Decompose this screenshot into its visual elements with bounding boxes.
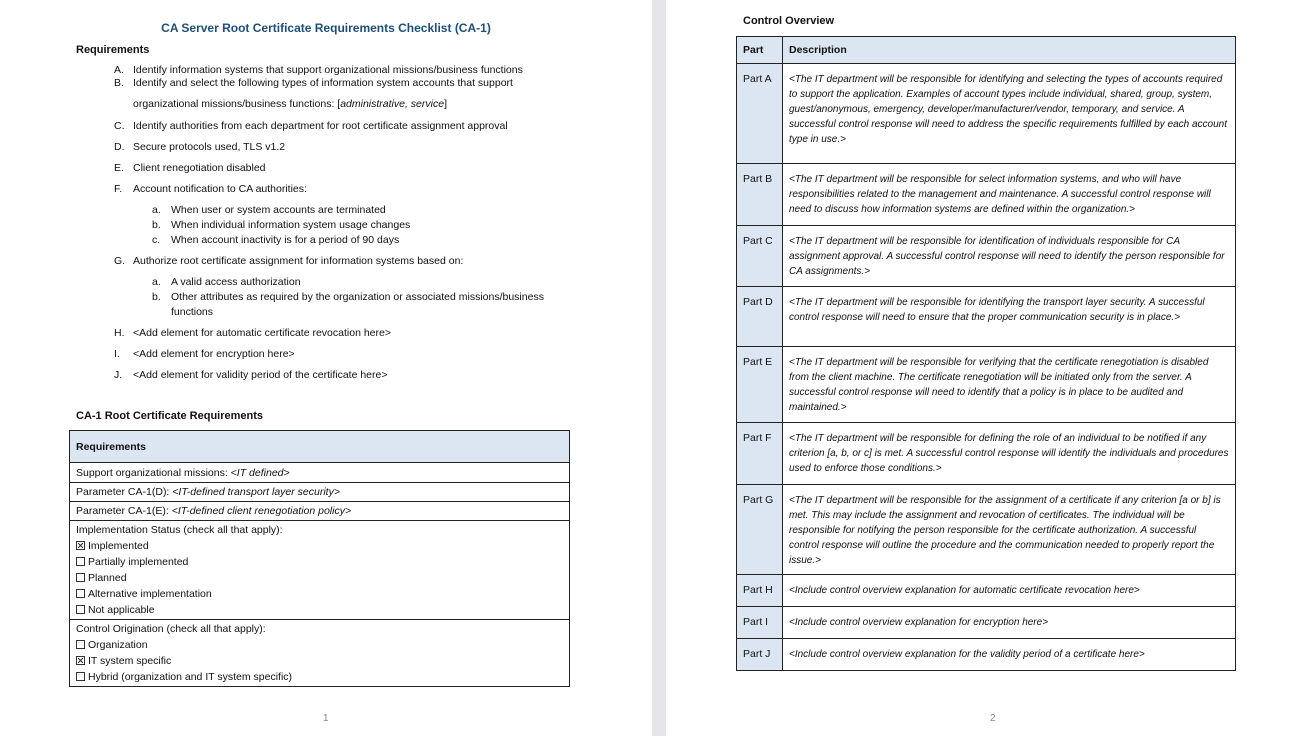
table-row [737, 164, 1236, 226]
list-item-letter: J. [114, 369, 123, 381]
checkbox-label: Organization [88, 639, 148, 651]
table-row [737, 64, 1236, 164]
part-description: <The IT department will be responsible for select information systems, and who will have responsibilities related to the management and maintenance. A successful control response will need to discuss how information systems are defined within the organization.> [783, 164, 1236, 226]
part-label: Part H [737, 575, 783, 607]
column-header-description: Description [783, 37, 1236, 64]
table-row [737, 575, 1236, 607]
table-row [737, 423, 1236, 485]
page-number: 1 [323, 713, 329, 724]
list-item-letter: A. [114, 64, 124, 76]
table-row [70, 502, 570, 521]
part-description: <Include control overview explanation for automatic certificate revocation here> [783, 575, 1236, 607]
table-row [70, 483, 570, 502]
column-header-part: Part [737, 37, 783, 64]
list-item-text: Identify information systems that support organizational missions/business functions [133, 64, 523, 76]
checkbox[interactable] [76, 541, 85, 550]
list-item-text: Identify authorities from each department for root certificate assignment approval [133, 120, 508, 132]
checkbox-option [76, 637, 563, 653]
control-origination-label: Control Origination (check all that apply): [76, 623, 266, 635]
list-item-letter: I. [114, 348, 120, 360]
checkbox-label: Hybrid (organization and IT system specific) [88, 671, 293, 683]
checkbox-label: Planned [88, 572, 127, 584]
sub-item-text: Other attributes as required by the organization or associated missions/business [171, 291, 544, 303]
part-label: Part I [737, 607, 783, 639]
checkbox-option [76, 669, 563, 685]
list-item-text: Account notification to CA authorities: [133, 183, 307, 195]
list-item-text: Secure protocols used, TLS v1.2 [133, 141, 286, 153]
sub-item-text: When individual information system usage changes [171, 219, 411, 231]
part-label: Part A [737, 64, 783, 164]
list-item-letter: C. [114, 120, 125, 132]
sub-item-letter: b. [152, 291, 161, 303]
requirements-table [69, 430, 570, 687]
text: organizational missions/business functions: [ [133, 98, 341, 110]
list-item-letter: H. [114, 327, 125, 339]
checkbox[interactable] [76, 672, 85, 681]
part-label: Part B [737, 164, 783, 226]
checkbox[interactable] [76, 656, 85, 665]
list-item-letter: G. [114, 255, 126, 267]
checkbox-label: Partially implemented [88, 556, 189, 568]
table-row [70, 463, 570, 483]
part-label: Part J [737, 639, 783, 671]
table-row [737, 287, 1236, 347]
table-row [737, 347, 1236, 423]
requirements-table-header: Requirements [70, 431, 570, 463]
list-item-text: <Add element for encryption here> [133, 348, 295, 360]
part-label: Part D [737, 287, 783, 347]
sub-item-text: A valid access authorization [171, 276, 301, 288]
row-label: Parameter CA-1(E): [76, 505, 172, 517]
table-heading: CA-1 Root Certificate Requirements [76, 410, 264, 422]
part-label: Part F [737, 423, 783, 485]
row-value: <IT-defined transport layer security> [172, 486, 340, 498]
list-item-text: Authorize root certificate assignment for information systems based on: [133, 255, 464, 267]
checkbox-option [76, 653, 563, 669]
table-row [737, 485, 1236, 575]
sub-item-text: When user or system accounts are terminated [171, 204, 386, 216]
sub-item-text: When account inactivity is for a period of 90 days [171, 234, 400, 246]
sub-item-letter: a. [152, 204, 161, 216]
part-label: Part C [737, 226, 783, 287]
sub-item-letter: b. [152, 219, 161, 231]
part-description: <Include control overview explanation for encryption here> [783, 607, 1236, 639]
part-label: Part G [737, 485, 783, 575]
part-description: <The IT department will be responsible for identifying the transport layer security. A successful control response will need to ensure that the proper communication security is in place.> [783, 287, 1236, 347]
requirements-heading: Requirements [76, 44, 150, 56]
implementation-status-cell [70, 521, 570, 620]
row-label: Support organizational missions: [76, 466, 231, 479]
list-item-letter: D. [114, 141, 125, 153]
table-row [737, 607, 1236, 639]
list-item-text: Identify and select the following types of information system accounts that support [133, 77, 513, 89]
part-description: <Include control overview explanation for the validity period of a certificate here> [783, 639, 1236, 671]
checkbox[interactable] [76, 605, 85, 614]
part-description: <The IT department will be responsible for verifying that the certificate renegotiation is disabled from the client machine. The certificate renegotiation will be initiated only from the server. A successful control response will need to identify that a policy is in place to be audited and maintained.> [783, 347, 1236, 423]
italic-text: administrative, service [340, 98, 445, 110]
checkbox-label: Implemented [88, 540, 149, 552]
checkbox-option [76, 538, 563, 554]
checkbox-option [76, 586, 563, 602]
table-row [737, 639, 1236, 671]
checkbox-label: Alternative implementation [88, 588, 212, 600]
checkbox[interactable] [76, 589, 85, 598]
text: ] [444, 98, 447, 110]
sub-item-letter: c. [152, 234, 161, 246]
list-item-letter: B. [114, 77, 124, 89]
control-overview-heading: Control Overview [743, 15, 835, 27]
checkbox[interactable] [76, 557, 85, 566]
control-overview-table [736, 36, 1236, 671]
row-value: <IT-defined client renegotiation policy> [171, 505, 352, 517]
part-description: <The IT department will be responsible for identifying and selecting the types of accounts required to support the application. Examples of account types include individual, shared, group, system, guest/anonymous, emergency, developer/manufacturer/vendor, temporary, and service. A successful control response will need to address the specific requirements fulfilled by each account type in use.> [783, 64, 1236, 164]
checkbox-label: Not applicable [88, 604, 155, 616]
list-item-text-continued [133, 98, 447, 110]
document-title: CA Server Root Certificate Requirements Checklist (CA-1) [161, 21, 491, 35]
list-item-text: Client renegotiation disabled [133, 162, 266, 174]
list-item-text: <Add element for automatic certificate revocation here> [133, 327, 391, 339]
checkbox[interactable] [76, 573, 85, 582]
implementation-status-label: Implementation Status (check all that apply): [76, 524, 283, 536]
sub-item-letter: a. [152, 276, 161, 288]
part-label: Part E [737, 347, 783, 423]
list-item-letter: F. [114, 183, 123, 195]
checkbox-label: IT system specific [88, 655, 172, 667]
row-value: <IT defined> [230, 466, 290, 479]
row-label: Parameter CA-1(D): [76, 486, 173, 498]
checkbox-option [76, 602, 563, 618]
sub-item-text-continued: functions [171, 306, 214, 318]
checkbox-option [76, 554, 563, 570]
checkbox[interactable] [76, 640, 85, 649]
document-page-2 [666, 0, 1292, 736]
page-number: 2 [990, 713, 996, 724]
list-item-text: <Add element for validity period of the certificate here> [133, 369, 388, 381]
part-description: <The IT department will be responsible for identification of individuals responsible for CA assignment approval. A successful control response will need to identify the person responsible for CA assignments.> [783, 226, 1236, 287]
table-row [737, 226, 1236, 287]
part-description: <The IT department will be responsible for defining the role of an individual to be notified if any criterion [a, b, or c] is met. A successful control response will identify the individuals and procedures used to enforce those conditions.> [783, 423, 1236, 485]
control-origination-cell [70, 620, 570, 687]
list-item-letter: E. [114, 162, 124, 174]
part-description: <The IT department will be responsible for the assignment of a certificate if any criterion [a or b] is met. This may include the assignment and revocation of certificates. The individual will be responsible for notifying the person responsible for the certificate authorization. A successful control response will outline the procedure and the communication needed to properly report the issue.> [783, 485, 1236, 575]
checkbox-option [76, 570, 563, 586]
